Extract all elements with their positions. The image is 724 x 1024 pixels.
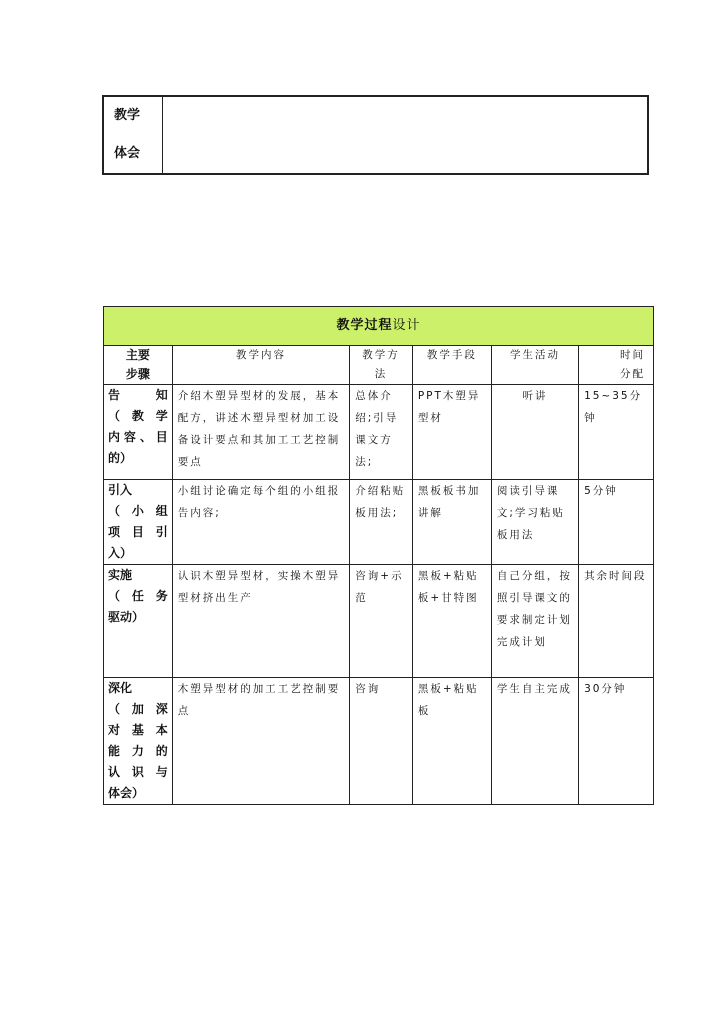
table-title-rest: 设计	[392, 318, 421, 333]
row-step-line: 驱动）	[108, 610, 145, 624]
table-row	[104, 480, 654, 565]
row-method: 总体介绍;引导课文方法;	[350, 385, 413, 480]
row-content: 介绍木塑异型材的发展，基本配方，讲述木塑异型材加工设备设计要点和其加工工艺控制要点	[172, 385, 350, 480]
row-step-line: 入）	[108, 546, 133, 560]
row-step-line: 能力的	[108, 744, 168, 758]
row-step	[104, 565, 173, 678]
header-time	[579, 346, 654, 385]
table-title	[104, 307, 654, 346]
row-method: 介绍粘贴板用法;	[350, 480, 413, 565]
row-means: 黑板+粘贴板	[412, 678, 491, 805]
row-step-line: 项目引	[108, 525, 168, 539]
header-time-line2: 分配	[620, 368, 645, 380]
header-step-line1: 主要	[125, 348, 150, 362]
header-method	[350, 346, 413, 385]
row-time: 其余时间段	[579, 565, 654, 678]
row-time: 15~35分钟	[579, 385, 654, 480]
header-step	[104, 346, 173, 385]
row-step-line: 引入	[108, 483, 133, 497]
row-step-line: （教学	[108, 409, 168, 423]
reflection-content	[163, 96, 649, 174]
row-activity: 自己分组，按照引导课文的要求制定计划完成计划	[491, 565, 578, 678]
row-activity: 学生自主完成	[491, 678, 578, 805]
row-step-line: 实施	[108, 568, 133, 582]
row-content: 小组讨论确定每个组的小组报告内容;	[172, 480, 350, 565]
header-method-line2: 法	[374, 368, 388, 380]
row-content: 认识木塑异型材，实操木塑异型材挤出生产	[172, 565, 350, 678]
reflection-label-line2: 体会	[114, 146, 141, 161]
row-step-line: 体会）	[108, 786, 145, 800]
table-row	[104, 565, 654, 678]
table-row	[104, 385, 654, 480]
row-means: 黑板板书加讲解	[412, 480, 491, 565]
row-step	[104, 385, 173, 480]
header-time-line1: 时间	[620, 349, 645, 361]
row-step-line: 认识与	[108, 765, 168, 779]
reflection-label-line1: 教学	[114, 108, 141, 123]
row-step-line: 的）	[108, 451, 133, 465]
row-step	[104, 480, 173, 565]
header-content: 教学内容	[172, 346, 350, 385]
row-means: PPT木塑异型材	[412, 385, 491, 480]
header-activity: 学生活动	[491, 346, 578, 385]
row-step-line: （任务	[108, 589, 168, 603]
row-means: 黑板+粘贴板+甘特图	[412, 565, 491, 678]
row-activity: 听讲	[491, 385, 578, 480]
table-row	[104, 678, 654, 805]
row-time: 5分钟	[579, 480, 654, 565]
row-method: 咨询+示范	[350, 565, 413, 678]
row-step-line: 深化	[108, 681, 133, 695]
row-time: 30分钟	[579, 678, 654, 805]
reflection-table	[102, 95, 649, 175]
header-method-line1: 教学方	[362, 349, 400, 361]
row-method: 咨询	[350, 678, 413, 805]
row-step-line: （小组	[108, 504, 168, 518]
teaching-process-table	[103, 306, 654, 805]
row-step-line: 对基本	[108, 723, 168, 737]
row-step-line: （加深	[108, 702, 168, 716]
row-step-line: 内容、目	[108, 430, 168, 444]
table-title-bold: 教学过程	[336, 318, 393, 333]
header-means: 教学手段	[412, 346, 491, 385]
row-content: 木塑异型材的加工工艺控制要点	[172, 678, 350, 805]
row-step-line: 告知	[108, 388, 168, 402]
reflection-label	[103, 96, 163, 174]
header-step-line2: 步骤	[125, 367, 150, 381]
row-step	[104, 678, 173, 805]
row-activity: 阅读引导课文;学习粘贴板用法	[491, 480, 578, 565]
